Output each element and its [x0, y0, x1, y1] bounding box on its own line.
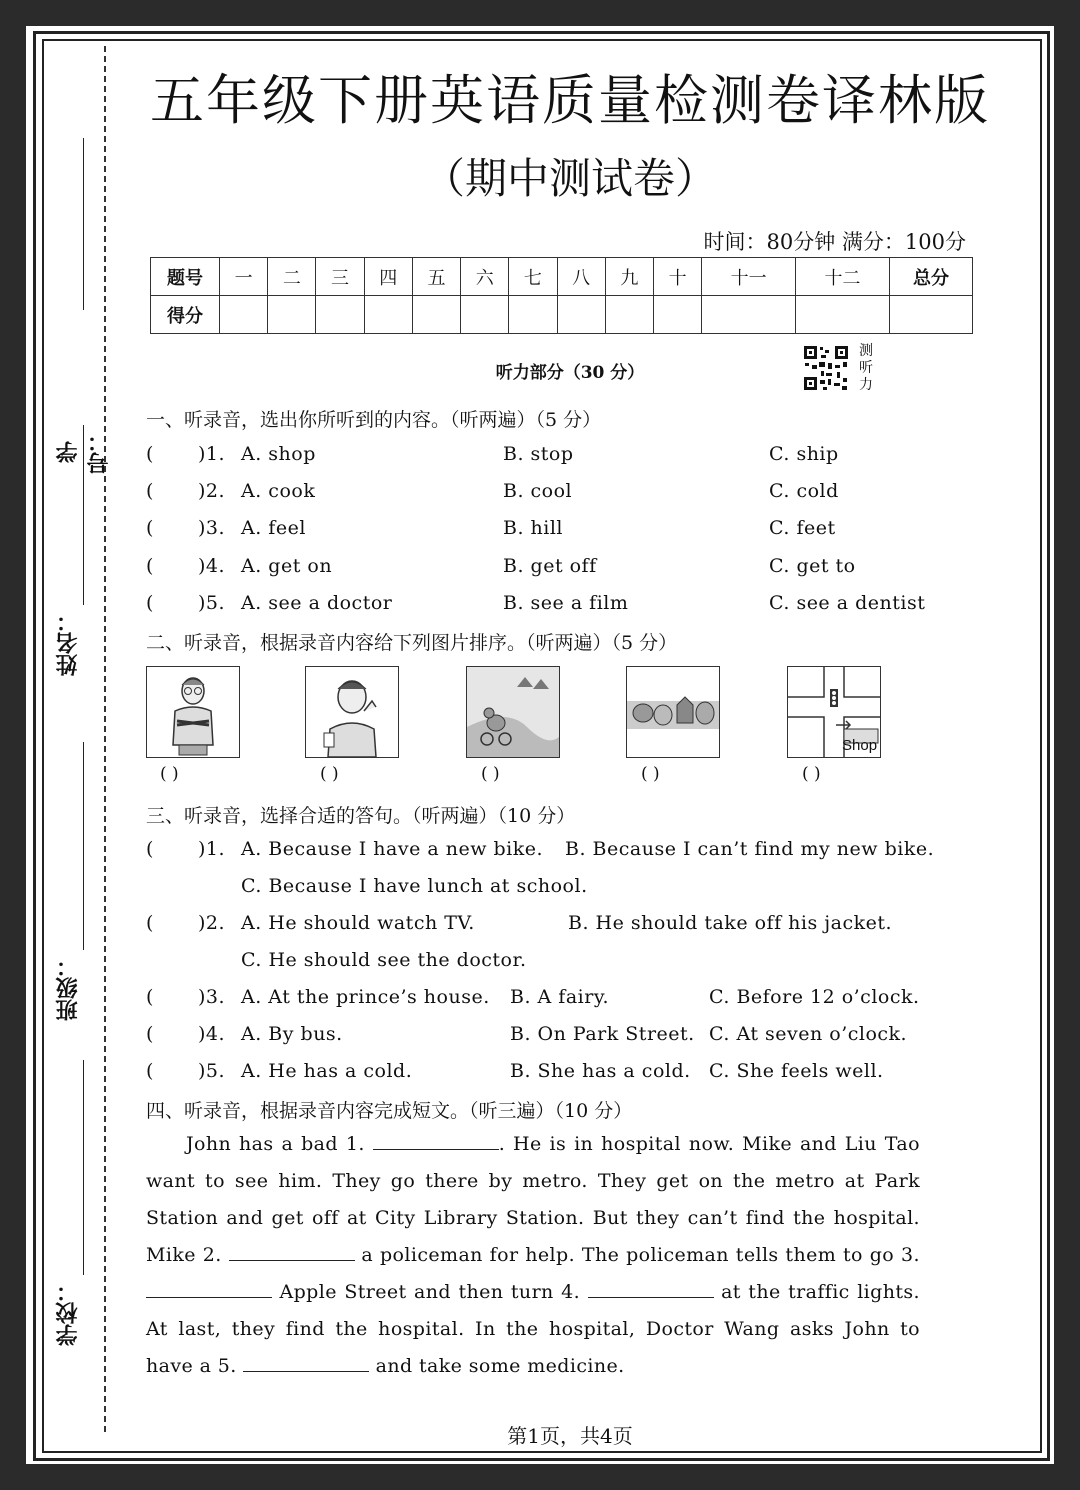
- shop-label: Shop: [842, 737, 878, 754]
- answer-bracket[interactable]: (: [146, 555, 154, 577]
- passage-text: John has a bad 1.: [186, 1133, 365, 1155]
- qr-label: 测 听 力: [859, 343, 873, 393]
- table-cell: 八: [557, 258, 605, 296]
- option-b: B. He should take off his jacket.: [568, 912, 893, 934]
- table-cell: 九: [605, 258, 653, 296]
- answer-bracket[interactable]: (: [146, 480, 154, 502]
- table-cell: 四: [364, 258, 412, 296]
- answer-bracket[interactable]: (: [146, 1023, 154, 1045]
- picture-shop-map: [787, 666, 881, 758]
- option-b: B. She has a cold.: [510, 1060, 691, 1082]
- answer-bracket[interactable]: (: [146, 838, 154, 860]
- passage: [146, 1126, 920, 1385]
- passage-text: . He is in hospital now. Mike and Liu Tao want to see him. They go there by metro. They get on the metro at Park Station and get off at City Library Station. But they can’t find the hospital. Mike: [146, 1133, 920, 1266]
- option-a: A. cook: [241, 480, 316, 502]
- option-b: B. see a film: [503, 592, 629, 614]
- option-b: B. On Park Street.: [510, 1023, 695, 1045]
- option-b: B. A fairy.: [510, 986, 610, 1008]
- side-line: [83, 425, 84, 605]
- option-a: A. At the prince’s house.: [241, 986, 490, 1008]
- option-a: A. get on: [241, 555, 333, 577]
- score-cell[interactable]: [461, 296, 509, 334]
- score-cell[interactable]: [557, 296, 605, 334]
- blank-4[interactable]: [588, 1277, 714, 1298]
- table-cell: 十一: [702, 258, 796, 296]
- table-cell: 二: [268, 258, 316, 296]
- table-cell: 七: [509, 258, 557, 296]
- option-b: B. cool: [503, 480, 573, 502]
- blank-5[interactable]: [243, 1351, 369, 1372]
- table-cell: 十二: [796, 258, 890, 296]
- question-number: )2.: [198, 480, 226, 502]
- side-field-student-id: [52, 130, 112, 474]
- picture-mouse-on-bike: [466, 666, 560, 758]
- question-number: )1.: [198, 838, 226, 860]
- score-cell[interactable]: [653, 296, 701, 334]
- passage-text: Apple Street and then turn 4.: [279, 1281, 581, 1303]
- option-b: B. Because I can’t find my new bike.: [565, 838, 935, 860]
- binding-line: [104, 46, 106, 1432]
- answer-bracket[interactable]: ( ): [160, 764, 179, 784]
- option-a: A. He should watch TV.: [241, 912, 475, 934]
- option-c: C. She feels well.: [709, 1060, 884, 1082]
- score-table: [150, 257, 973, 334]
- question-number: )3.: [198, 517, 226, 539]
- page-footer: 第1页，共4页: [507, 1424, 633, 1448]
- answer-bracket[interactable]: (: [146, 986, 154, 1008]
- answer-bracket[interactable]: (: [146, 912, 154, 934]
- score-cell[interactable]: [220, 296, 268, 334]
- option-c: C. ship: [769, 443, 839, 465]
- score-cell[interactable]: [509, 296, 557, 334]
- passage-text: 2.: [202, 1244, 222, 1266]
- question-number: )2.: [198, 912, 226, 934]
- answer-bracket[interactable]: (: [146, 443, 154, 465]
- answer-bracket[interactable]: ( ): [802, 764, 821, 784]
- option-b: B. hill: [503, 517, 564, 539]
- score-cell[interactable]: [268, 296, 316, 334]
- table-row: [151, 258, 973, 296]
- table-header-cell: 得分: [151, 296, 220, 334]
- side-label: 学号：: [55, 430, 112, 474]
- side-label: 学校：: [55, 1280, 81, 1346]
- question-number: )5.: [198, 592, 226, 614]
- option-c: C. Before 12 o’clock.: [709, 986, 920, 1008]
- answer-bracket[interactable]: (: [146, 517, 154, 539]
- picture-animals-on-road: [626, 666, 720, 758]
- option-a: A. shop: [241, 443, 316, 465]
- option-c: C. feet: [769, 517, 836, 539]
- table-row: [151, 296, 973, 334]
- question-number: )3.: [198, 986, 226, 1008]
- side-line: [83, 1060, 84, 1275]
- passage-text: 3.: [901, 1244, 920, 1266]
- option-a: A. see a doctor: [241, 592, 393, 614]
- passage-text: 5.: [217, 1355, 237, 1377]
- section-1-heading: 一、听录音，选出你所听到的内容。（听两遍）（5 分）: [146, 409, 602, 431]
- question-number: )5.: [198, 1060, 226, 1082]
- answer-bracket[interactable]: ( ): [320, 764, 339, 784]
- section-2-heading: 二、听录音，根据录音内容给下列图片排序。（听两遍）（5 分）: [146, 632, 678, 654]
- passage-text: a policeman for help. The policeman tells them to go: [361, 1244, 895, 1266]
- option-b: B. stop: [503, 443, 574, 465]
- option-c: C. At seven o’clock.: [709, 1023, 908, 1045]
- score-cell[interactable]: [364, 296, 412, 334]
- option-a: A. By bus.: [241, 1023, 343, 1045]
- page-subtitle: （期中测试卷）: [422, 154, 717, 203]
- section-4-heading: 四、听录音，根据录音内容完成短文。（听三遍）（10 分）: [146, 1100, 633, 1122]
- side-label: 姓名：: [55, 610, 81, 676]
- table-cell: 总分: [890, 258, 973, 296]
- side-field-name: [52, 610, 92, 700]
- option-b: B. get off: [503, 555, 597, 577]
- side-field-class: [52, 955, 92, 1045]
- answer-bracket[interactable]: ( ): [641, 764, 660, 784]
- option-c: C. get to: [769, 555, 856, 577]
- score-cell[interactable]: [796, 296, 890, 334]
- answer-bracket[interactable]: (: [146, 592, 154, 614]
- answer-bracket[interactable]: ( ): [481, 764, 500, 784]
- question-number: )4.: [198, 1023, 226, 1045]
- question-number: )1.: [198, 443, 226, 465]
- listening-title: 听力部分（30 分）: [495, 363, 645, 383]
- qr-code-icon[interactable]: [803, 345, 849, 391]
- blank-1[interactable]: [373, 1129, 499, 1150]
- time-info: 时间：80分钟 满分：100分: [703, 230, 966, 254]
- answer-bracket[interactable]: (: [146, 1060, 154, 1082]
- page-title: 五年级下册英语质量检测卷译林版: [150, 69, 990, 132]
- side-line: [83, 742, 84, 950]
- passage-text: and take some medicine.: [375, 1355, 625, 1377]
- option-c: C. Because I have lunch at school.: [241, 875, 588, 897]
- table-header-cell: 题号: [151, 258, 220, 296]
- table-cell: 十: [653, 258, 701, 296]
- picture-man-toothache: [305, 666, 399, 758]
- blank-3[interactable]: [146, 1277, 272, 1298]
- passage-text: at the traffic lights. At last, they find the hospital. In the hospital, Doctor Wang asks John to have a: [146, 1281, 920, 1377]
- section-3-heading: 三、听录音，选择合适的答句。（听两遍）（10 分）: [146, 805, 576, 827]
- option-c: C. see a dentist: [769, 592, 926, 614]
- table-cell: 一: [220, 258, 268, 296]
- score-cell[interactable]: [890, 296, 973, 334]
- score-cell[interactable]: [702, 296, 796, 334]
- option-c: C. He should see the doctor.: [241, 949, 527, 971]
- blank-2[interactable]: [229, 1240, 355, 1261]
- option-a: A. He has a cold.: [241, 1060, 413, 1082]
- table-cell: 五: [412, 258, 460, 296]
- question-number: )4.: [198, 555, 226, 577]
- score-cell[interactable]: [605, 296, 653, 334]
- score-cell[interactable]: [412, 296, 460, 334]
- option-a: A. feel: [241, 517, 306, 539]
- side-label: 班级：: [55, 955, 81, 1021]
- table-cell: 三: [316, 258, 364, 296]
- side-line: [83, 138, 84, 310]
- side-field-school: [52, 1280, 92, 1360]
- table-cell: 六: [461, 258, 509, 296]
- option-a: A. Because I have a new bike.: [241, 838, 544, 860]
- score-cell[interactable]: [316, 296, 364, 334]
- picture-man-arms-crossed: [146, 666, 240, 758]
- option-c: C. cold: [769, 480, 839, 502]
